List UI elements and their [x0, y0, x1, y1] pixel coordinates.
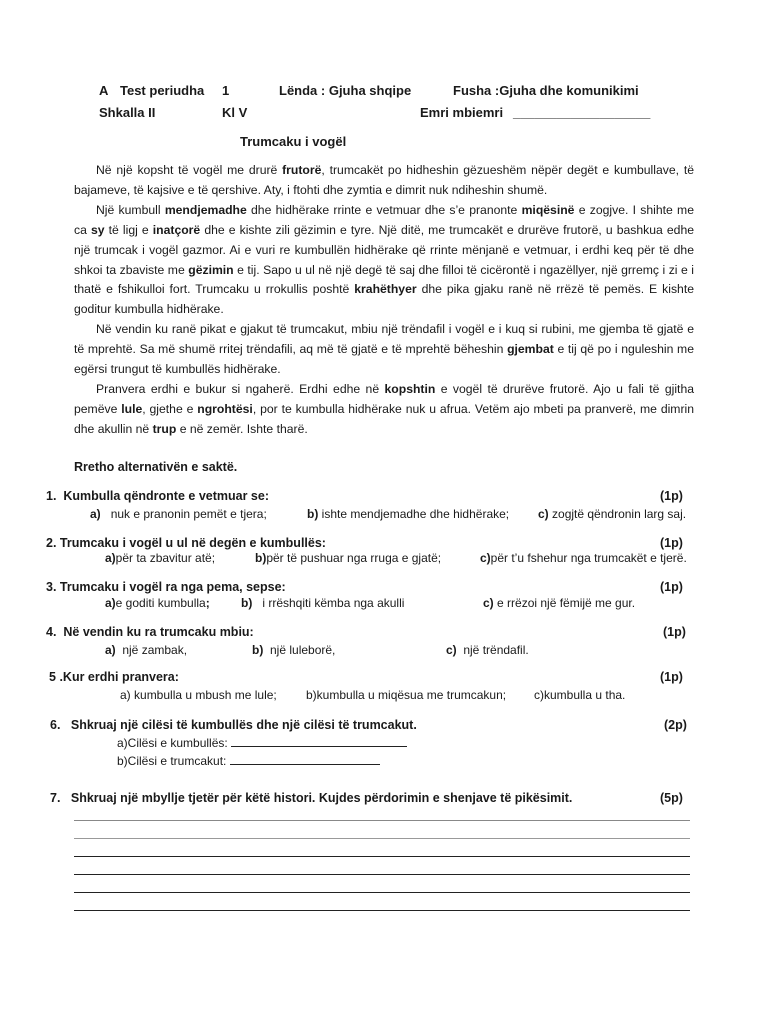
name-blank[interactable]: ___________________ [513, 105, 651, 120]
story-bold-word: mendjemadhe [164, 202, 247, 217]
option-3c[interactable] [483, 596, 635, 610]
writing-line-6[interactable] [74, 910, 690, 911]
writing-line-1[interactable] [74, 820, 690, 821]
option-letter: a) [120, 688, 131, 702]
option-text: për t’u fshehur nga trumcakët e tjerë. [490, 551, 687, 565]
story-bold-word: lule [121, 401, 143, 416]
story-text-run: e tij që po i nguleshin me egërsi trungut të kumbullës hidhërake. [74, 342, 694, 377]
option-2b[interactable] [255, 551, 441, 565]
story-paragraph-4 [74, 380, 694, 440]
option-text: i rrëshqiti këmba nga akulli [262, 596, 405, 610]
option-1c[interactable] [538, 507, 686, 521]
writing-line-5[interactable] [74, 892, 690, 893]
option-letter: b) [255, 551, 267, 565]
story-bold-word: trup [152, 421, 177, 436]
question-2 [46, 536, 326, 550]
story-bold-word: gjembat [507, 342, 554, 357]
option-4a[interactable] [105, 643, 187, 657]
answer-6a [117, 736, 407, 750]
story-title: Trumcaku i vogël [240, 134, 347, 149]
question-points: (5p) [660, 791, 683, 805]
question-points: (1p) [660, 580, 683, 594]
question-text: Kumbulla qëndronte e vetmuar se: [63, 489, 269, 503]
option-letter: c) [538, 507, 549, 521]
writing-line-2[interactable] [74, 838, 690, 839]
story-bold-word: frutorë [282, 163, 322, 177]
story-bold-word: ngrohtësi [197, 401, 253, 416]
story-text-run: Në vendin ku ranë pikat e gjakut të trumcakut, mbiu një trëndafil i vogël e i kuq si rubini, me gjemba të gjatë e të mprehtë. Sa më shumë rritej trëndafili, aq më të gjatë e të mprehtë bëheshin [74, 322, 694, 357]
option-text: një trëndafil. [463, 643, 529, 657]
name-label: Emri mbiemri [420, 105, 504, 120]
option-letter: c) [483, 596, 494, 610]
story-text-run: e vogël të drurëve frutorë. Ajo u fali të gjitha pemëve [74, 381, 694, 416]
question-number: 4. [46, 625, 57, 639]
question-points: (1p) [660, 489, 683, 503]
test-period-number: 1 [222, 83, 230, 98]
story-text-run: Në një kopsht të vogël me drurë [96, 163, 283, 177]
option-text: zogjtë qëndronin larg saj. [552, 507, 687, 521]
question-text: .Kur erdhi pranvera: [59, 670, 179, 684]
scale-label: Shkalla II [99, 105, 156, 120]
option-2a[interactable] [105, 551, 215, 565]
question-text: Trumcaku i vogël ra nga pema, sepse: [59, 580, 286, 594]
story-text-run: dhe e kishte zili gëzimin e tyre. Një ditë, me trumcakët e drurëve frutorë, u bashkua edhe një trumcak i vogël gazmor. Ai e vuri re kumbullën hidhërake që rrinte mënjanë e vetmuar, i erdhi keq për të dhe shkoi ta zbaviste me [74, 222, 694, 277]
question-4 [46, 625, 254, 639]
option-text: një luleborë, [270, 643, 336, 657]
option-letter: a) [105, 596, 116, 610]
option-5a[interactable] [120, 688, 277, 702]
writing-line-3[interactable] [74, 856, 690, 857]
answer-6b [117, 754, 380, 768]
option-text: kumbulla u mbush me lule; [134, 688, 277, 702]
option-text: për ta zbavitur atë; [115, 551, 216, 565]
option-letter: b) [241, 596, 253, 610]
question-number: 5 [49, 670, 56, 684]
story-bold-word: miqësinë [521, 202, 575, 217]
option-letter: c) [534, 688, 544, 702]
story-bold-word: krahëthyer [354, 282, 417, 297]
story-paragraph-2 [74, 201, 694, 320]
story-text [74, 161, 694, 440]
answer-6b-blank[interactable] [230, 764, 380, 765]
story-text-run: Pranvera erdhi e bukur si ngaherë. Erdhi edhe në [96, 381, 385, 396]
question-points: (1p) [660, 536, 683, 550]
option-suffix: ; [205, 596, 210, 610]
field-label: Fusha :Gjuha dhe komunikimi [453, 83, 639, 98]
story-paragraph-3 [74, 320, 694, 380]
story-text-run: e në zemër. Ishte tharë. [176, 421, 308, 436]
writing-line-4[interactable] [74, 874, 690, 875]
option-letter: c) [446, 643, 457, 657]
question-number: 7. [50, 791, 61, 805]
option-text: kumbulla u miqësua me trumcakun; [316, 688, 507, 702]
question-text: Në vendin ku ra trumcaku mbiu: [63, 625, 254, 639]
story-text-run: e tij. Sapo u ul në një degë të saj dhe filloi të cicërontë i ngazëllyer, një grremç i zi e i thatë e fshikulloi fort. Trumcaku u rrokullis poshtë [74, 262, 694, 297]
story-bold-word: sy [90, 222, 105, 237]
option-text: e rrëzoi një fëmijë me gur. [497, 596, 636, 610]
option-letter: c) [480, 551, 491, 565]
story-text-run: , gjethe e [142, 401, 198, 416]
answer-6a-blank[interactable] [231, 746, 407, 747]
question-5 [49, 670, 179, 684]
question-points: (2p) [664, 718, 687, 732]
question-text: Trumcaku i vogël u ul në degën e kumbullës: [59, 536, 326, 550]
option-2c[interactable] [480, 551, 687, 565]
option-text: nuk e pranonin pemët e tjera; [110, 507, 267, 521]
story-text-run: , por te kumbulla hidhërake nuk u afrua. Vetëm ajo mbeti pa pranverë, me dimrin dhe akullin në [74, 401, 695, 436]
question-7 [50, 791, 572, 805]
option-text: e goditi kumbulla [115, 596, 206, 610]
option-1a[interactable] [90, 507, 267, 521]
test-period-label: Test periudha [120, 83, 205, 98]
story-bold-word: gëzimin [188, 262, 234, 277]
question-number: 1. [46, 489, 57, 503]
question-number: 2. [46, 536, 57, 550]
story-paragraph-1 [74, 161, 694, 201]
option-letter: a) [105, 643, 116, 657]
option-letter: a) [105, 551, 116, 565]
story-text-run: Një kumbull [96, 202, 165, 217]
answer-label: a)Cilësi e kumbullës: [117, 736, 228, 750]
instruction: Rretho alternativën e saktë. [74, 460, 238, 474]
option-letter: b) [307, 507, 319, 521]
option-4c[interactable] [446, 643, 529, 657]
question-points: (1p) [660, 670, 683, 684]
option-letter: b) [252, 643, 264, 657]
story-text-run: dhe hidhërake rrinte e vetmuar dhe s’e pranonte [246, 202, 522, 217]
question-text: Shkruaj një cilësi të kumbullës dhe një cilësi të trumcakut. [70, 718, 417, 732]
option-1b[interactable] [307, 507, 509, 521]
question-number: 6. [50, 718, 61, 732]
story-text-run: të ligj e [104, 222, 153, 237]
option-5b[interactable] [306, 688, 506, 702]
option-3a[interactable] [105, 596, 210, 610]
option-3b[interactable] [241, 596, 404, 610]
option-5c[interactable] [534, 688, 625, 702]
option-text: një zambak, [122, 643, 188, 657]
grade-label: Kl V [222, 105, 248, 120]
question-1 [46, 489, 269, 503]
option-letter: a) [90, 507, 101, 521]
story-text-run: , trumcakët po hidheshin gëzueshëm nëpër degët e kumbullave, të bajameve, të kajsive e të qershive. Aty, i ftohti dhe zymtia e dimrit nuk ndiheshin shumë. [74, 163, 694, 197]
question-3 [46, 580, 286, 594]
question-6 [50, 718, 417, 732]
question-text: Shkruaj një mbyllje tjetër për këtë histori. Kujdes përdorimin e shenjave të pikësimit. [70, 791, 573, 805]
question-points: (1p) [663, 625, 686, 639]
option-text: ishte mendjemadhe dhe hidhërake; [321, 507, 510, 521]
answer-label: b)Cilësi e trumcakut: [117, 754, 227, 768]
header-a-label: A [99, 83, 109, 98]
story-text-run: e zogjve. I shihte me ca [74, 202, 694, 237]
option-text: kumbulla u tha. [544, 688, 626, 702]
story-text-run: dhe pika gjaku ranë në rrëzë të pemës. E kishte goditur kumbulla hidhërake. [74, 282, 694, 317]
story-bold-word: inatçorë [152, 222, 201, 237]
question-number: 3. [46, 580, 57, 594]
option-4b[interactable] [252, 643, 335, 657]
subject-label: Lënda : Gjuha shqipe [279, 83, 412, 98]
option-letter: b) [306, 688, 317, 702]
story-bold-word: kopshtin [384, 381, 436, 396]
option-text: për të pushuar nga rruga e gjatë; [266, 551, 442, 565]
